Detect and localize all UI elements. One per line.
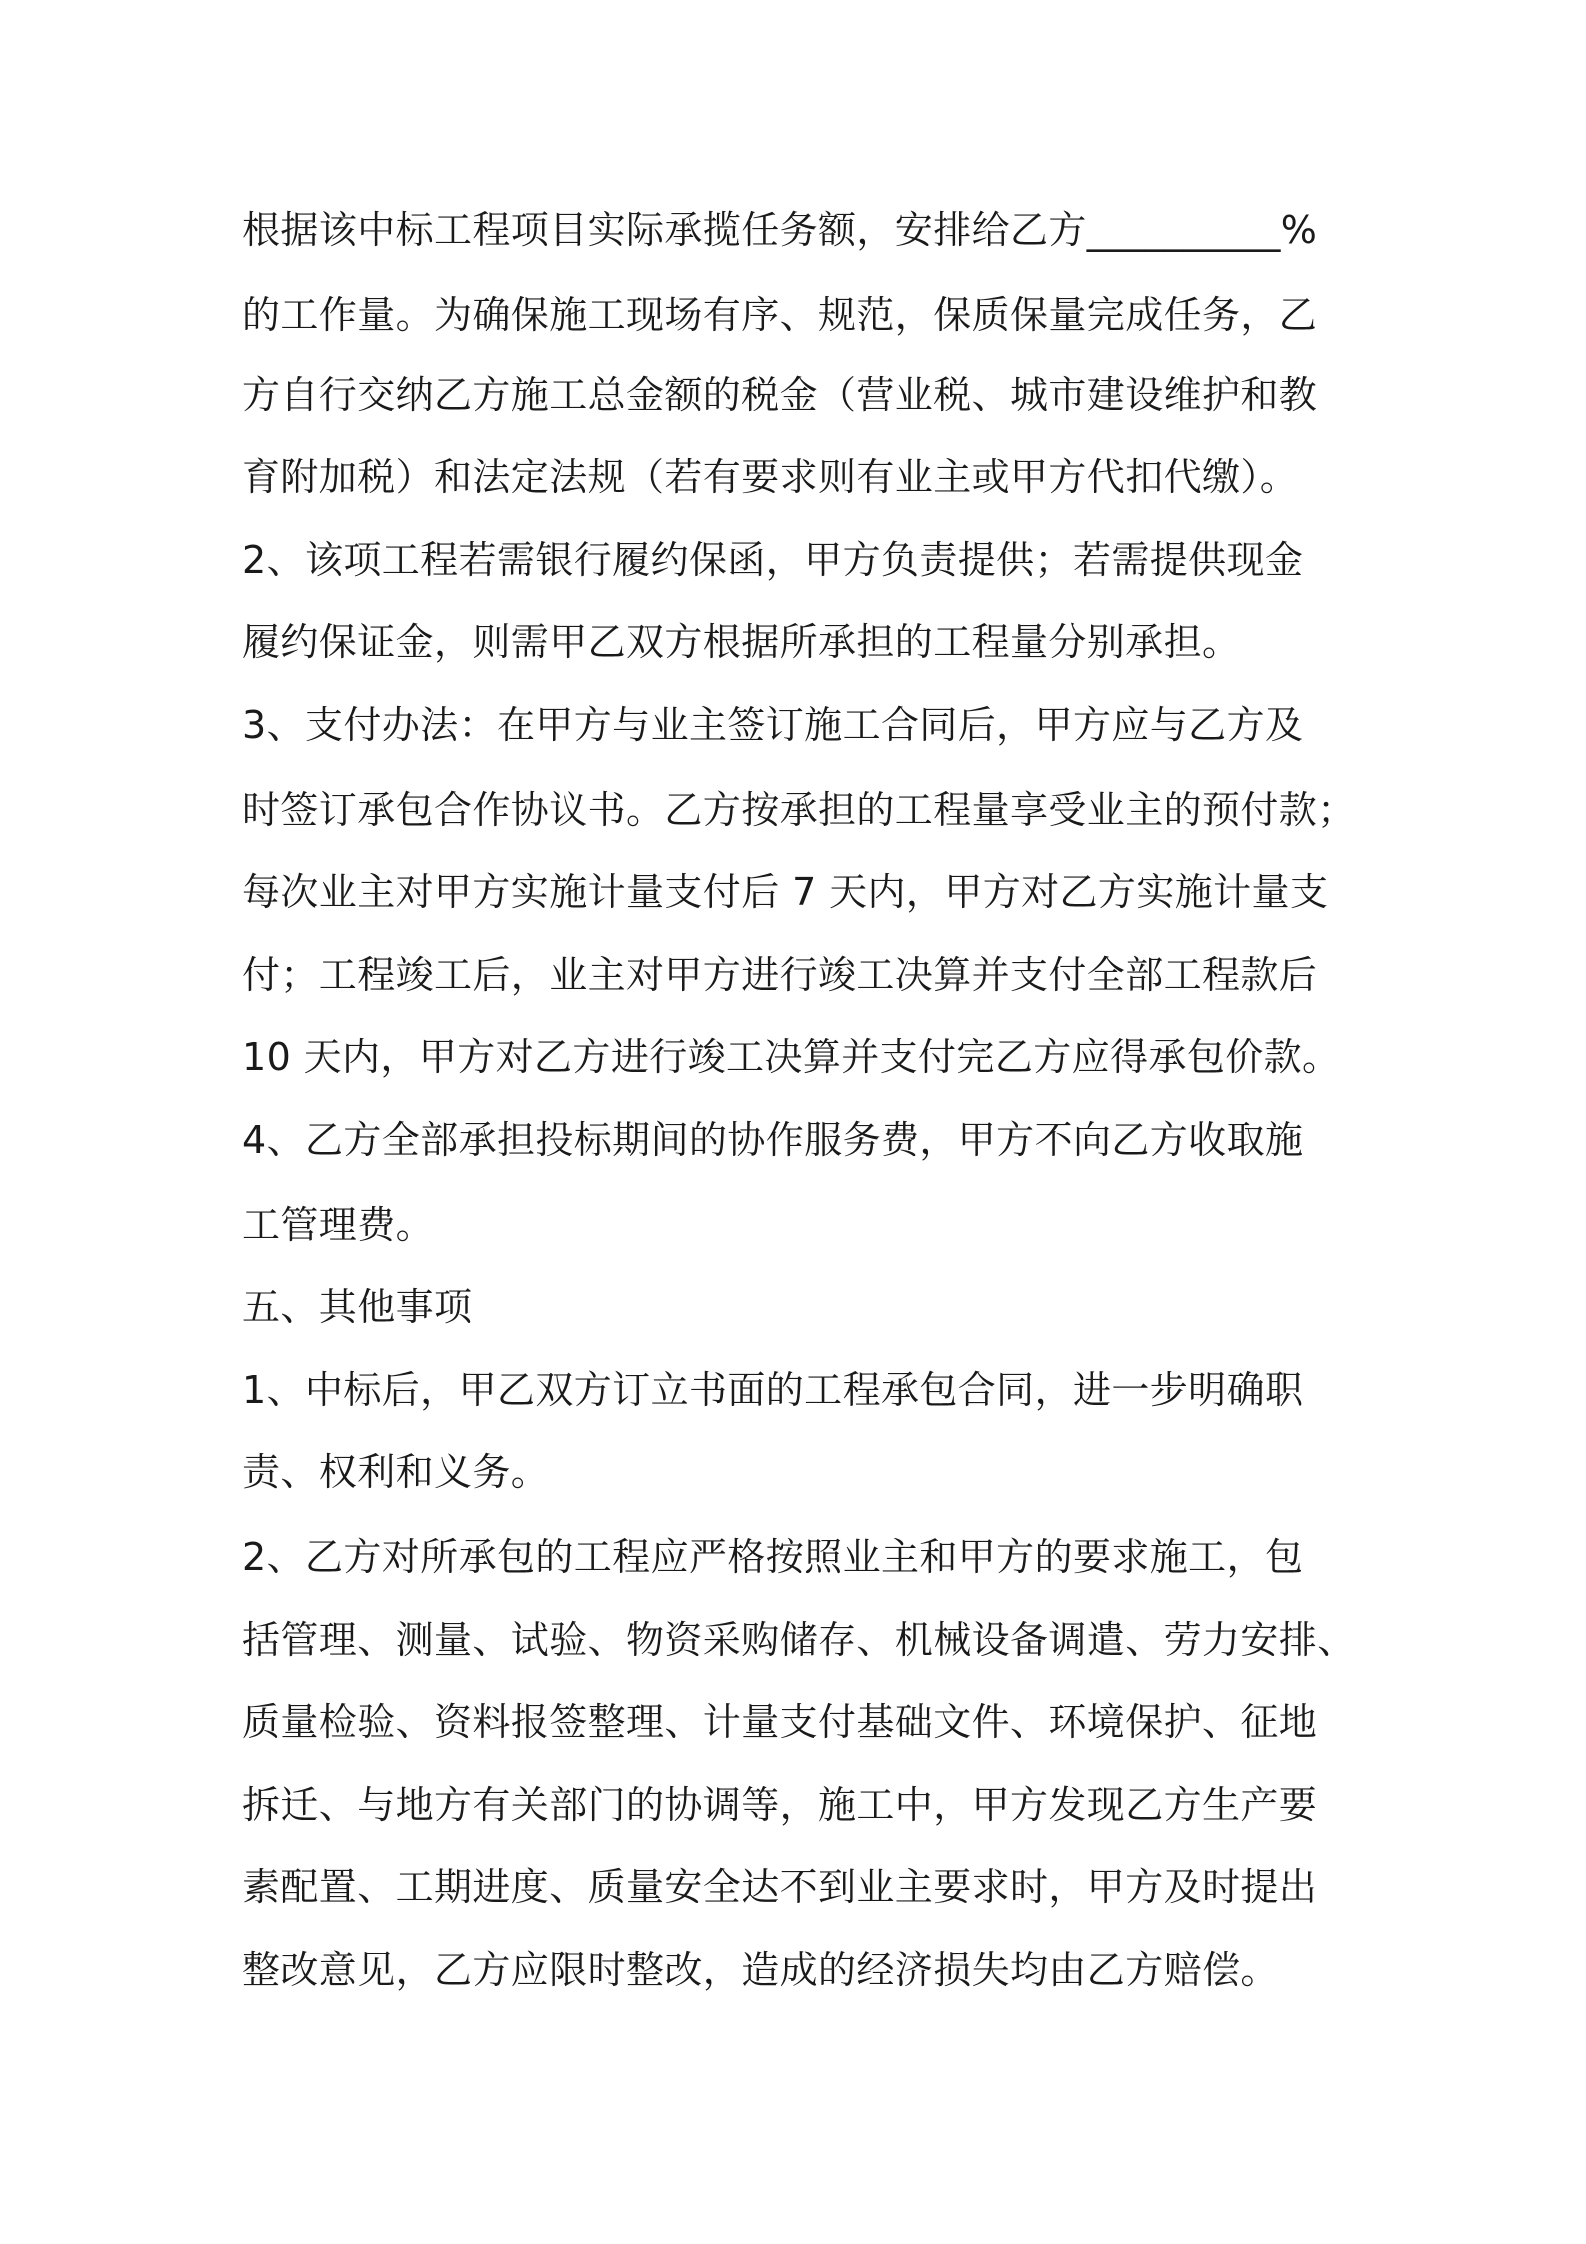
text-line-8: 时签订承包合作协议书。乙方按承担的工程量享受业主的预付款； xyxy=(242,788,1356,832)
text-line-19: 质量检验、资料报签整理、计量支付基础文件、环境保护、征地 xyxy=(242,1700,1318,1744)
text-line-11: 10 天内，甲方对乙方进行竣工决算并支付完乙方应得承包价款。 xyxy=(242,1035,1341,1079)
text-line-13: 工管理费。 xyxy=(242,1203,435,1247)
text-line-20: 拆迁、与地方有关部门的协调等，施工中，甲方发现乙方生产要 xyxy=(242,1783,1318,1827)
text-line-15: 1、中标后，甲乙双方订立书面的工程承包合同，进一步明确职 xyxy=(242,1368,1304,1412)
text-line-17: 2、乙方对所承包的工程应严格按照业主和甲方的要求施工，包 xyxy=(242,1535,1304,1579)
text-line-12: 4、乙方全部承担投标期间的协作服务费，甲方不向乙方收取施 xyxy=(242,1118,1304,1162)
text-line-4: 育附加税）和法定法规（若有要求则有业主或甲方代扣代缴）。 xyxy=(242,455,1299,499)
text-line-22: 整改意见，乙方应限时整改，造成的经济损失均由乙方赔偿。 xyxy=(242,1948,1279,1992)
text-line-5: 2、该项工程若需银行履约保函，甲方负责提供；若需提供现金 xyxy=(242,538,1304,582)
text-line-16: 责、权利和义务。 xyxy=(242,1450,550,1494)
text-line-18: 括管理、测量、试验、物资采购储存、机械设备调遣、劳力安排、 xyxy=(242,1618,1356,1662)
text-line-7: 3、支付办法：在甲方与业主签订施工合同后，甲方应与乙方及 xyxy=(242,703,1304,747)
text-line-10: 付；工程竣工后，业主对甲方进行竣工决算并支付全部工程款后 xyxy=(242,953,1318,997)
text-line-3: 方自行交纳乙方施工总金额的税金（营业税、城市建设维护和教 xyxy=(242,373,1318,417)
text-line-6: 履约保证金，则需甲乙双方根据所承担的工程量分别承担。 xyxy=(242,620,1241,664)
text-line-9: 每次业主对甲方实施计量支付后 7 天内，甲方对乙方实施计量支 xyxy=(242,870,1329,914)
text-line-21: 素配置、工期进度、质量安全达不到业主要求时，甲方及时提出 xyxy=(242,1865,1318,1909)
text-line-2: 的工作量。为确保施工现场有序、规范，保质保量完成任务，乙 xyxy=(242,293,1318,337)
section-heading: 五、其他事项 xyxy=(242,1285,473,1329)
text-line-1: 根据该中标工程项目实际承揽任务额，安排给乙方__________% xyxy=(242,208,1318,252)
